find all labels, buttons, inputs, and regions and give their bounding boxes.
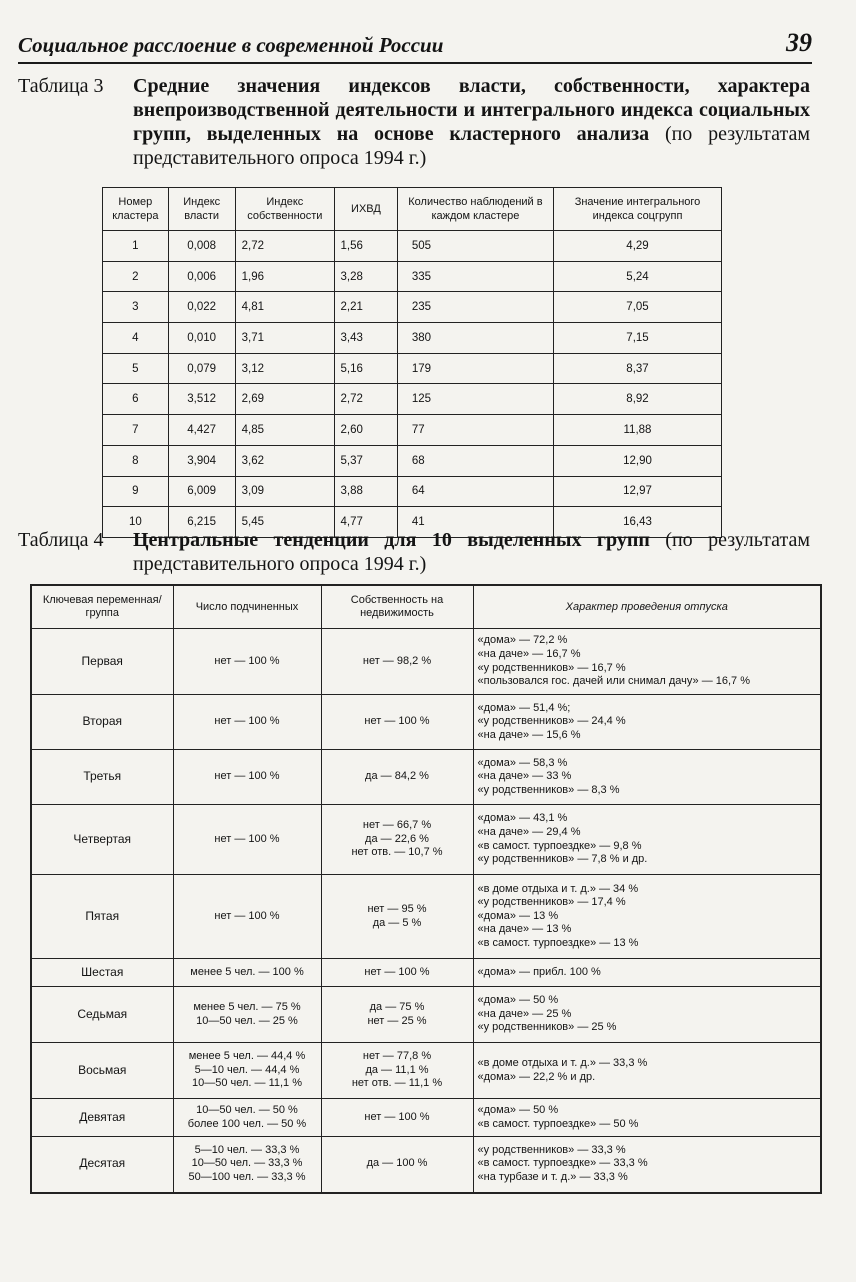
table3-label: Таблица 3 (18, 75, 104, 97)
subordinates-cell-line: 10—50 чел. — 11,1 % (191, 1077, 303, 1090)
table3-caption (18, 74, 810, 170)
table3-cell: 0,006 (168, 261, 235, 292)
group-name: Седьмая (31, 987, 173, 1043)
table3-cell: 4,29 (553, 231, 721, 262)
table4-header-cell: Число подчиненных (173, 585, 321, 629)
subordinates-cell-line: 50—100 чел. — 33,3 % (188, 1171, 306, 1184)
vacation-cell (473, 805, 821, 875)
vacation-cell-line: «дома» — 51,4 %; (477, 701, 571, 714)
subordinates-cell (173, 750, 321, 805)
table3-cell: 4,85 (235, 415, 334, 446)
vacation-cell-line: «на даче» — 29,4 % (477, 825, 581, 838)
table-row (103, 323, 722, 354)
table-row (103, 353, 722, 384)
table3-cell: 5,45 (235, 507, 334, 538)
table3-cell: 77 (397, 415, 553, 446)
table3-cell: 1,96 (235, 261, 334, 292)
property-cell (321, 695, 473, 750)
table4-body (31, 629, 821, 1193)
table3-cell: 8,92 (553, 384, 721, 415)
table3-title-plain: (по результатам представительного опроса 1994 г.) (133, 123, 811, 169)
subordinates-cell-line: более 100 чел. — 50 % (187, 1117, 307, 1130)
property-cell-line: да — 5 % (372, 916, 422, 929)
property-cell-line: нет — 98,2 % (362, 654, 432, 667)
property-cell (321, 959, 473, 987)
group-name: Пятая (31, 875, 173, 959)
vacation-cell (473, 695, 821, 750)
subordinates-cell-line: нет — 100 % (214, 832, 280, 845)
property-cell-line: нет — 100 % (364, 715, 430, 728)
table3-cell: 3,43 (335, 323, 398, 354)
vacation-cell-line: «дома» — 43,1 % (477, 812, 568, 825)
property-cell-line: нет отв. — 11,1 % (351, 1077, 443, 1090)
group-name: Шестая (31, 959, 173, 987)
table3-header-cell: Индекс собственности (235, 188, 334, 231)
table3-cell: 7 (103, 415, 169, 446)
subordinates-cell (173, 805, 321, 875)
subordinates-cell-line: 10—50 чел. — 33,3 % (191, 1157, 303, 1170)
table3-cell: 1,56 (335, 231, 398, 262)
vacation-cell-line: «пользовался гос. дачей или снимал дачу» — 16,7 % (477, 675, 751, 688)
table-row (31, 629, 821, 695)
property-cell (321, 750, 473, 805)
table3-cell: 3,71 (235, 323, 334, 354)
table3-cell: 8 (103, 445, 169, 476)
vacation-cell-line: «в самост. турпоездке» — 50 % (477, 1117, 639, 1130)
table-row (31, 750, 821, 805)
vacation-cell-line: «дома» — прибл. 100 % (477, 965, 601, 978)
vacation-cell (473, 1043, 821, 1099)
table3-cell: 7,05 (553, 292, 721, 323)
table-row (31, 695, 821, 750)
subordinates-cell-line: нет — 100 % (214, 770, 280, 783)
table3-header-cell: Индекс власти (168, 188, 235, 231)
table3-cell: 179 (397, 353, 553, 384)
table3-cell: 6 (103, 384, 169, 415)
table3-cell: 3,62 (235, 445, 334, 476)
vacation-cell-line: «на даче» — 15,6 % (477, 728, 581, 741)
property-cell (321, 987, 473, 1043)
table3-cell: 0,008 (168, 231, 235, 262)
table3-cell: 335 (397, 261, 553, 292)
group-name: Восьмая (31, 1043, 173, 1099)
table3-cell: 2,69 (235, 384, 334, 415)
vacation-cell-line: «на даче» — 33 % (477, 770, 572, 783)
table3-cell: 9 (103, 476, 169, 507)
table3-body (103, 231, 722, 538)
property-cell (321, 1137, 473, 1193)
property-cell (321, 1043, 473, 1099)
table3-header-cell: Количество наблюдений в каждом кластере (397, 188, 553, 231)
vacation-cell-line: «дома» — 50 % (477, 994, 559, 1007)
group-name: Четвертая (31, 805, 173, 875)
subordinates-cell-line: менее 5 чел. — 75 % (193, 1000, 301, 1013)
table4-label: Таблица 4 (18, 529, 104, 551)
table4-header-cell: Ключевая переменная/группа (31, 585, 173, 629)
table-row (31, 1137, 821, 1193)
vacation-cell-line: «на турбазе и т. д.» — 33,3 % (477, 1171, 628, 1184)
table3-cell: 41 (397, 507, 553, 538)
vacation-cell-line: «в самост. турпоездке» — 9,8 % (477, 839, 642, 852)
table3-cell: 4 (103, 323, 169, 354)
table3-cell: 3,512 (168, 384, 235, 415)
subordinates-cell (173, 1137, 321, 1193)
property-cell (321, 1099, 473, 1137)
vacation-cell-line: «дома» — 22,2 % и др. (477, 1070, 596, 1083)
vacation-cell-line: «в самост. турпоездке» — 33,3 % (477, 1157, 648, 1170)
table3-cell: 2,21 (335, 292, 398, 323)
table3-title (133, 74, 810, 170)
vacation-cell-line: «у родственников» — 8,3 % (477, 783, 620, 796)
table4-title-plain: (по результатам представительного опроса 1994 г.) (133, 529, 811, 575)
property-cell-line: нет отв. — 10,7 % (351, 846, 443, 859)
subordinates-cell (173, 875, 321, 959)
subordinates-cell-line: 10—50 чел. — 50 % (196, 1103, 298, 1116)
subordinates-cell-line: 10—50 чел. — 25 % (196, 1014, 298, 1027)
vacation-cell-line: «дома» — 72,2 % (477, 634, 568, 647)
table3-cell: 68 (397, 445, 553, 476)
table3-cell: 3,28 (335, 261, 398, 292)
table3-cell: 16,43 (553, 507, 721, 538)
table3-cell: 2,60 (335, 415, 398, 446)
table4-header-row (31, 585, 821, 629)
table3-cell: 4,77 (335, 507, 398, 538)
table3-cell: 6,215 (168, 507, 235, 538)
table4-title (133, 528, 810, 576)
table3-cell: 3,09 (235, 476, 334, 507)
vacation-cell-line: «у родственников» — 24,4 % (477, 715, 626, 728)
table3-cell: 3,12 (235, 353, 334, 384)
subordinates-cell (173, 959, 321, 987)
table3-cell: 3 (103, 292, 169, 323)
table3-cell: 8,37 (553, 353, 721, 384)
table3-title-bold: Средние значения индексов власти, собственности, характера внепроизводственной деятельности и интегрального индекса социальных групп, выделенных на основе кластерного анализа (133, 75, 810, 145)
table3-header-cell: Значение интегрального индекса соцгрупп (553, 188, 721, 231)
subordinates-cell-line: менее 5 чел. — 100 % (190, 965, 304, 978)
vacation-cell-line: «у родственников» — 7,8 % и др. (477, 853, 648, 866)
vacation-cell (473, 875, 821, 959)
table4-caption (18, 528, 810, 576)
table3-cell: 380 (397, 323, 553, 354)
subordinates-cell-line: нет — 100 % (214, 715, 280, 728)
subordinates-cell-line: нет — 100 % (214, 909, 280, 922)
subordinates-cell (173, 987, 321, 1043)
table3-cell: 0,079 (168, 353, 235, 384)
table3 (102, 187, 722, 538)
property-cell (321, 805, 473, 875)
vacation-cell-line: «у родственников» — 25 % (477, 1021, 617, 1034)
table3-cell: 4,427 (168, 415, 235, 446)
table3-cell: 2,72 (235, 231, 334, 262)
property-cell-line: нет — 100 % (364, 965, 430, 978)
vacation-cell (473, 629, 821, 695)
property-cell-line: нет — 95 % (367, 902, 427, 915)
group-name: Десятая (31, 1137, 173, 1193)
property-cell-line: нет — 77,8 % (362, 1050, 432, 1063)
table-row (103, 415, 722, 446)
table3-cell: 10 (103, 507, 169, 538)
table3-cell: 0,022 (168, 292, 235, 323)
property-cell-line: нет — 66,7 % (362, 819, 432, 832)
table3-header-cell: ИХВД (335, 188, 398, 231)
property-cell-line: да — 75 % (369, 1000, 425, 1013)
vacation-cell-line: «дома» — 50 % (477, 1103, 559, 1116)
table3-cell: 5,24 (553, 261, 721, 292)
table4 (30, 584, 822, 1194)
table-row (103, 476, 722, 507)
table3-cell: 5,16 (335, 353, 398, 384)
vacation-cell-line: «в самост. турпоездке» — 13 % (477, 936, 639, 949)
running-title: Социальное расслоение в современной России (18, 33, 444, 57)
table3-cell: 3,904 (168, 445, 235, 476)
table-row (31, 1099, 821, 1137)
vacation-cell-line: «на даче» — 16,7 % (477, 647, 581, 660)
vacation-cell-line: «у родственников» — 17,4 % (477, 896, 626, 909)
vacation-cell-line: «в доме отдыха и т. д.» — 34 % (477, 882, 639, 895)
table-row (103, 292, 722, 323)
table-row (31, 959, 821, 987)
vacation-cell-line: «на даче» — 13 % (477, 923, 572, 936)
property-cell-line: да — 22,6 % (365, 832, 429, 845)
vacation-cell-line: «дома» — 58,3 % (477, 756, 568, 769)
property-cell (321, 875, 473, 959)
vacation-cell (473, 959, 821, 987)
vacation-cell (473, 750, 821, 805)
vacation-cell (473, 1099, 821, 1137)
vacation-cell-line: «у родственников» — 33,3 % (477, 1143, 626, 1156)
property-cell-line: да — 11,1 % (365, 1063, 429, 1076)
table3-cell: 5 (103, 353, 169, 384)
table-row (103, 261, 722, 292)
table3-cell: 7,15 (553, 323, 721, 354)
table-row (31, 987, 821, 1043)
page-number: 39 (786, 28, 812, 57)
table3-cell: 12,97 (553, 476, 721, 507)
subordinates-cell (173, 1099, 321, 1137)
table3-cell: 125 (397, 384, 553, 415)
table4-header-cell: Характер проведения отпуска (473, 585, 821, 629)
table3-header-cell: Номер кластера (103, 188, 169, 231)
table3-cell: 5,37 (335, 445, 398, 476)
table3-cell: 6,009 (168, 476, 235, 507)
table3-cell: 1 (103, 231, 169, 262)
table-row (103, 231, 722, 262)
table3-cell: 11,88 (553, 415, 721, 446)
table3-cell: 2 (103, 261, 169, 292)
subordinates-cell-line: 5—10 чел. — 44,4 % (194, 1063, 300, 1076)
table-row (103, 384, 722, 415)
table3-cell: 2,72 (335, 384, 398, 415)
property-cell (321, 629, 473, 695)
table3-cell: 3,88 (335, 476, 398, 507)
property-cell-line: да — 100 % (366, 1157, 428, 1170)
group-name: Первая (31, 629, 173, 695)
table4-header-cell: Собственность на недвижимость (321, 585, 473, 629)
vacation-cell (473, 987, 821, 1043)
group-name: Вторая (31, 695, 173, 750)
table3-cell: 64 (397, 476, 553, 507)
table3-cell: 0,010 (168, 323, 235, 354)
vacation-cell-line: «на даче» — 25 % (477, 1007, 572, 1020)
table-row (31, 1043, 821, 1099)
vacation-cell (473, 1137, 821, 1193)
subordinates-cell (173, 629, 321, 695)
table3-cell: 235 (397, 292, 553, 323)
table-row (31, 805, 821, 875)
property-cell-line: нет — 25 % (367, 1014, 427, 1027)
running-head (18, 18, 812, 64)
subordinates-cell-line: 5—10 чел. — 33,3 % (194, 1143, 300, 1156)
vacation-cell-line: «дома» — 13 % (477, 909, 559, 922)
property-cell-line: нет — 100 % (364, 1110, 430, 1123)
table-row (103, 445, 722, 476)
subordinates-cell-line: менее 5 чел. — 44,4 % (188, 1050, 306, 1063)
subordinates-cell (173, 695, 321, 750)
property-cell-line: да — 84,2 % (365, 770, 429, 783)
table3-cell: 505 (397, 231, 553, 262)
group-name: Девятая (31, 1099, 173, 1137)
vacation-cell-line: «у родственников» — 16,7 % (477, 661, 626, 674)
table-row (31, 875, 821, 959)
table3-header-row (103, 188, 722, 231)
vacation-cell-line: «в доме отдыха и т. д.» — 33,3 % (477, 1056, 648, 1069)
subordinates-cell-line: нет — 100 % (214, 654, 280, 667)
group-name: Третья (31, 750, 173, 805)
table3-cell: 4,81 (235, 292, 334, 323)
subordinates-cell (173, 1043, 321, 1099)
table3-cell: 12,90 (553, 445, 721, 476)
table4-title-bold: Центральные тенденции для 10 выделенных групп (133, 529, 650, 551)
